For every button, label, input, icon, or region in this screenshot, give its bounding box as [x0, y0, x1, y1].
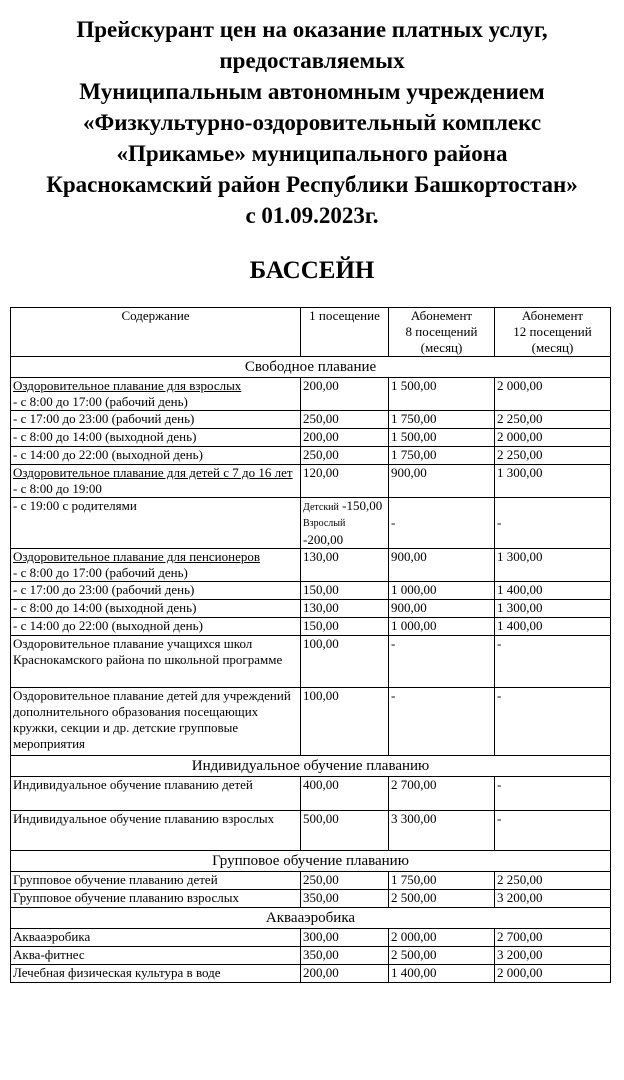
price-pass-12: 3 200,00 — [495, 890, 611, 908]
price-single: 150,00 — [301, 618, 389, 636]
price-pass-8: 1 750,00 — [389, 872, 495, 890]
price-single: 350,00 — [301, 890, 389, 908]
price-pass-8: 2 000,00 — [389, 929, 495, 947]
price-pass-12: 2 000,00 — [495, 378, 611, 411]
price-pass-12: 1 300,00 — [495, 549, 611, 582]
table-row — [11, 872, 611, 890]
row-label — [11, 465, 301, 498]
title-line: Краснокамский район Республики Башкортостан» — [46, 172, 578, 197]
row-label — [11, 378, 301, 411]
price-single: 400,00 — [301, 777, 389, 811]
group-row — [11, 851, 611, 872]
price-adult: -200,00 — [303, 532, 344, 547]
table-row — [11, 811, 611, 851]
price-single: 200,00 — [301, 965, 389, 983]
table-row — [11, 600, 611, 618]
price-pass-8: - — [389, 636, 495, 688]
service-label: Оздоровительное плавание учащихся школ Краснокамского района по школьной программе — [11, 636, 301, 688]
price-pass-8: 1 000,00 — [389, 582, 495, 600]
title-line: Муниципальным автономным учреждением — [79, 79, 545, 104]
time-slot: - с 8:00 до 19:00 — [13, 481, 102, 496]
price-pass-8: 1 500,00 — [389, 378, 495, 411]
price-single: 200,00 — [301, 429, 389, 447]
price-single: 500,00 — [301, 811, 389, 851]
price-kid: -150,00 — [342, 498, 383, 513]
price-pass-12: - — [495, 688, 611, 756]
group-row — [11, 908, 611, 929]
price-pass-12: 3 200,00 — [495, 947, 611, 965]
time-slot: - с 8:00 до 17:00 (рабочий день) — [13, 565, 188, 580]
table-row — [11, 465, 611, 498]
row-label — [11, 549, 301, 582]
group-row — [11, 357, 611, 378]
price-pass-12: - — [495, 777, 611, 811]
price-pass-8: 2 500,00 — [389, 947, 495, 965]
group-title-group-lessons: Групповое обучение плаванию — [11, 851, 611, 872]
price-pass-8: 1 750,00 — [389, 411, 495, 429]
price-pass-12: - — [495, 636, 611, 688]
table-row — [11, 777, 611, 811]
table-header-row — [11, 308, 611, 357]
price-single: 150,00 — [301, 582, 389, 600]
time-slot: - с 19:00 с родителями — [11, 498, 301, 549]
service-label: Лечебная физическая культура в воде — [11, 965, 301, 983]
price-pass-12: 2 250,00 — [495, 872, 611, 890]
price-pass-8: 2 500,00 — [389, 890, 495, 908]
price-single: 200,00 — [301, 378, 389, 411]
price-pass-8: 1 000,00 — [389, 618, 495, 636]
column-header-single-visit: 1 посещение — [301, 308, 389, 357]
price-pass-12: - — [495, 498, 611, 549]
price-pass-8: 900,00 — [389, 600, 495, 618]
table-row — [11, 498, 611, 549]
title-line: Прейскурант цен на оказание платных услуг, — [76, 17, 548, 42]
price-pass-8: 1 750,00 — [389, 447, 495, 465]
price-pass-8: - — [389, 688, 495, 756]
price-pass-8: 3 300,00 — [389, 811, 495, 851]
table-row — [11, 549, 611, 582]
price-single: 130,00 — [301, 600, 389, 618]
table-row — [11, 582, 611, 600]
time-slot: - с 8:00 до 14:00 (выходной день) — [11, 600, 301, 618]
time-slot: - с 17:00 до 23:00 (рабочий день) — [11, 411, 301, 429]
subgroup-label: Оздоровительное плавание для взрослых — [13, 378, 242, 393]
group-row — [11, 756, 611, 777]
table-row — [11, 636, 611, 688]
table-row — [11, 618, 611, 636]
service-label: Индивидуальное обучение плаванию взрослых — [11, 811, 301, 851]
price-pass-12: 2 250,00 — [495, 411, 611, 429]
column-header-content: Содержание — [11, 308, 301, 357]
price-single: 250,00 — [301, 872, 389, 890]
price-adult-prefix: Взрослый — [303, 518, 346, 529]
price-single: 100,00 — [301, 636, 389, 688]
price-table — [10, 307, 611, 983]
price-pass-12: 2 700,00 — [495, 929, 611, 947]
table-row — [11, 929, 611, 947]
price-pass-12: 1 300,00 — [495, 465, 611, 498]
title-line: «Прикамье» муниципального района — [116, 141, 508, 166]
column-header-pass-12: Абонемент 12 посещений (месяц) — [495, 308, 611, 357]
table-row — [11, 411, 611, 429]
price-pass-12: 2 250,00 — [495, 447, 611, 465]
price-pass-12: 1 400,00 — [495, 582, 611, 600]
time-slot: - с 14:00 до 22:00 (выходной день) — [11, 447, 301, 465]
price-pass-12: - — [495, 811, 611, 851]
section-title: БАССЕЙН — [249, 257, 375, 284]
subgroup-label: Оздоровительное плавание для детей с 7 до 16 лет — [13, 465, 293, 480]
price-single: 100,00 — [301, 688, 389, 756]
time-slot: - с 8:00 до 17:00 (рабочий день) — [13, 394, 188, 409]
group-title-free-swim: Свободное плавание — [11, 357, 611, 378]
document-title — [8, 0, 616, 231]
table-row — [11, 688, 611, 756]
table-row — [11, 429, 611, 447]
subgroup-label: Оздоровительное плавание для пенсионеров — [13, 549, 260, 564]
table-row — [11, 890, 611, 908]
price-pass-8: 900,00 — [389, 465, 495, 498]
price-pass-8: 1 400,00 — [389, 965, 495, 983]
title-line: предоставляемых — [219, 48, 405, 73]
price-single: 120,00 — [301, 465, 389, 498]
service-label: Оздоровительное плавание детей для учреждений дополнительного образования посещающих кружки, секции и др. детские групповые мероприятия — [11, 688, 301, 756]
service-label: Индивидуальное обучение плаванию детей — [11, 777, 301, 811]
group-title-aqua: Аквааэробика — [11, 908, 611, 929]
group-title-individual: Индивидуальное обучение плаванию — [11, 756, 611, 777]
price-pass-12: 2 000,00 — [495, 429, 611, 447]
price-pass-12: 1 400,00 — [495, 618, 611, 636]
price-single-split — [301, 498, 389, 549]
time-slot: - с 8:00 до 14:00 (выходной день) — [11, 429, 301, 447]
price-single: 130,00 — [301, 549, 389, 582]
title-line: «Физкультурно-оздоровительный комплекс — [82, 110, 542, 135]
table-row — [11, 965, 611, 983]
service-label: Аквааэробика — [11, 929, 301, 947]
time-slot: - с 14:00 до 22:00 (выходной день) — [11, 618, 301, 636]
price-pass-12: 1 300,00 — [495, 600, 611, 618]
price-single: 350,00 — [301, 947, 389, 965]
service-label: Групповое обучение плаванию детей — [11, 872, 301, 890]
price-single: 300,00 — [301, 929, 389, 947]
table-row — [11, 378, 611, 411]
price-pass-8: 2 700,00 — [389, 777, 495, 811]
column-header-pass-8: Абонемент 8 посещений (месяц) — [389, 308, 495, 357]
price-single: 250,00 — [301, 447, 389, 465]
price-pass-8: - — [389, 498, 495, 549]
service-label: Групповое обучение плаванию взрослых — [11, 890, 301, 908]
price-pass-8: 1 500,00 — [389, 429, 495, 447]
table-row — [11, 447, 611, 465]
table-row — [11, 947, 611, 965]
service-label: Аква-фитнес — [11, 947, 301, 965]
price-single: 250,00 — [301, 411, 389, 429]
time-slot: - с 17:00 до 23:00 (рабочий день) — [11, 582, 301, 600]
price-pass-12: 2 000,00 — [495, 965, 611, 983]
title-line: с 01.09.2023г. — [245, 203, 379, 228]
price-pass-8: 900,00 — [389, 549, 495, 582]
price-kid-prefix: Детский — [303, 502, 339, 513]
